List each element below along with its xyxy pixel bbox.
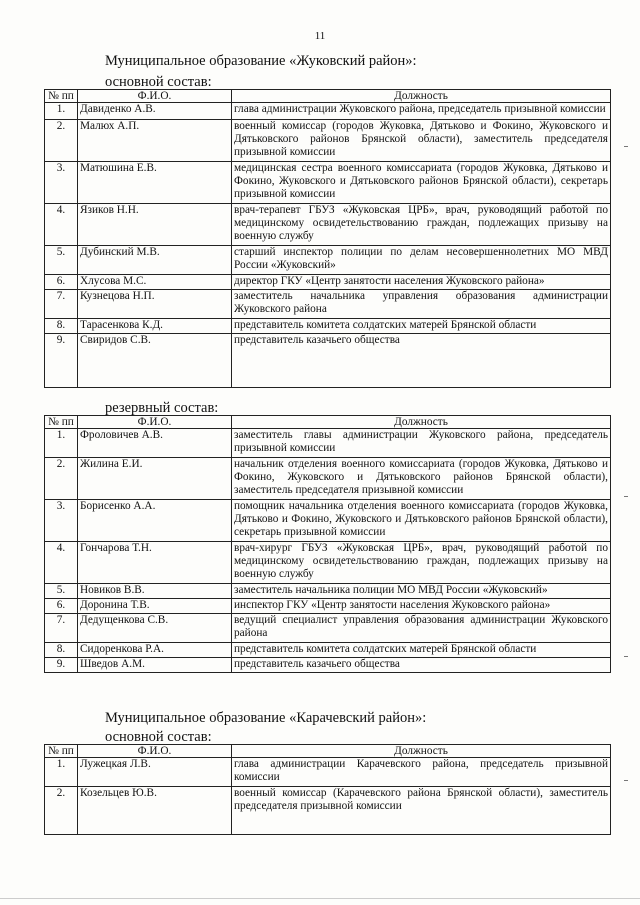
row-number: 4. — [45, 542, 78, 584]
row-position: старший инспектор полиции по делам несовершеннолетних МО МВД России «Жуковский» — [232, 246, 611, 275]
row-position: врач-терапевт ГБУЗ «Жуковская ЦРБ», врач, руководящий работой по медицинскому освидетельствованию граждан, подлежащих призыву на военную службу — [232, 204, 611, 246]
scan-mark — [624, 146, 628, 147]
row-position: представитель комитета солдатских матерей Брянской области — [232, 319, 611, 334]
row-number: 2. — [45, 787, 78, 835]
row-number: 1. — [45, 103, 78, 120]
row-number: 4. — [45, 204, 78, 246]
row-name: Язиков Н.Н. — [78, 204, 232, 246]
row-position: медицинская сестра военного комиссариата (городов Жуковка, Дятьково и Фокино, Жуковского и Дятьковского районов Брянской области), секретарь призывной комиссии — [232, 162, 611, 204]
row-name: Доронина Т.В. — [78, 599, 232, 614]
row-name: Хлусова М.С. — [78, 275, 232, 290]
table-row — [45, 542, 611, 584]
page-bottom-edge — [0, 898, 640, 899]
row-number: 8. — [45, 643, 78, 658]
table-row — [45, 319, 611, 334]
scan-mark — [624, 780, 628, 781]
table-row — [45, 334, 611, 388]
table-row — [45, 246, 611, 275]
section-1-heading: Муниципальное образование «Жуковский район»: — [105, 53, 417, 69]
row-number: 7. — [45, 614, 78, 643]
section-3-heading: Муниципальное образование «Карачевский район»: — [105, 710, 427, 726]
row-number: 5. — [45, 246, 78, 275]
row-position: представитель комитета солдатских матерей Брянской области — [232, 643, 611, 658]
scan-mark — [624, 496, 628, 497]
section-2-table — [44, 415, 611, 673]
row-position: ведущий специалист управления образования администрации Жуковского района — [232, 614, 611, 643]
table-header-row — [45, 90, 611, 103]
table-row — [45, 429, 611, 458]
row-position: заместитель начальника полиции МО МВД России «Жуковский» — [232, 584, 611, 599]
row-position: помощник начальника отделения военного комиссариата (городов Жуковка, Дятьково и Фокино, Жуковского и Дятьковского районов Брянской области), секретарь призывной комиссии — [232, 500, 611, 542]
row-position: врач-хирург ГБУЗ «Жуковская ЦРБ», врач, руководящий работой по медицинскому освидетельствованию граждан, подлежащих призыву на военную службу — [232, 542, 611, 584]
table-row — [45, 162, 611, 204]
section-3-table — [44, 744, 611, 835]
row-position: заместитель начальника управления образования администрации Жуковского района — [232, 290, 611, 319]
col-header-name: Ф.И.О. — [78, 416, 232, 429]
table-row — [45, 658, 611, 673]
table-row — [45, 758, 611, 787]
row-position: заместитель главы администрации Жуковского района, председатель призывной комиссии — [232, 429, 611, 458]
row-position: директор ГКУ «Центр занятости населения Жуковского района» — [232, 275, 611, 290]
col-header-number: № пп — [45, 90, 78, 103]
col-header-number: № пп — [45, 416, 78, 429]
table-row — [45, 643, 611, 658]
section-1-subheading: основной состав: — [105, 74, 212, 90]
row-number: 9. — [45, 334, 78, 388]
row-name: Свиридов С.В. — [78, 334, 232, 388]
row-number: 2. — [45, 120, 78, 162]
section-3-subheading: основной состав: — [105, 729, 212, 745]
table-row — [45, 584, 611, 599]
table-row — [45, 614, 611, 643]
table-row — [45, 290, 611, 319]
table-row — [45, 599, 611, 614]
row-name: Дедущенкова С.В. — [78, 614, 232, 643]
table-row — [45, 787, 611, 835]
table-row — [45, 103, 611, 120]
row-name: Жилина Е.И. — [78, 458, 232, 500]
row-position: начальник отделения военного комиссариата (городов Жуковка, Дятьково и Фокино, Жуковского и Дятьковского районов Брянской области), заместитель председателя призывной комиссии — [232, 458, 611, 500]
row-name: Лужецкая Л.В. — [78, 758, 232, 787]
row-number: 1. — [45, 429, 78, 458]
row-name: Кузнецова Н.П. — [78, 290, 232, 319]
row-number: 8. — [45, 319, 78, 334]
col-header-position: Должность — [232, 90, 611, 103]
table-row — [45, 204, 611, 246]
row-number: 3. — [45, 162, 78, 204]
row-number: 6. — [45, 275, 78, 290]
row-number: 1. — [45, 758, 78, 787]
row-position: инспектор ГКУ «Центр занятости населения Жуковского района» — [232, 599, 611, 614]
row-number: 3. — [45, 500, 78, 542]
row-number: 7. — [45, 290, 78, 319]
table-row — [45, 120, 611, 162]
scan-mark — [624, 656, 628, 657]
row-position: военный комиссар (городов Жуковка, Дятьково и Фокино, Жуковского и Дятьковского районов Брянской области), заместитель председателя призывной комиссии — [232, 120, 611, 162]
row-name: Давиденко А.В. — [78, 103, 232, 120]
page-number: 11 — [314, 30, 326, 42]
row-position: представитель казачьего общества — [232, 658, 611, 673]
table-row — [45, 458, 611, 500]
row-name: Гончарова Т.Н. — [78, 542, 232, 584]
row-number: 5. — [45, 584, 78, 599]
row-position: глава администрации Карачевского района, председатель призывной комиссии — [232, 758, 611, 787]
table-header-row — [45, 416, 611, 429]
row-position: военный комиссар (Карачевского района Брянской области), заместитель председателя призывной комиссии — [232, 787, 611, 835]
row-name: Борисенко А.А. — [78, 500, 232, 542]
row-name: Козельцев Ю.В. — [78, 787, 232, 835]
row-number: 9. — [45, 658, 78, 673]
row-position: представитель казачьего общества — [232, 334, 611, 388]
col-header-position: Должность — [232, 745, 611, 758]
row-name: Новиков В.В. — [78, 584, 232, 599]
row-number: 2. — [45, 458, 78, 500]
row-name: Шведов А.М. — [78, 658, 232, 673]
table-header-row — [45, 745, 611, 758]
row-name: Сидоренкова Р.А. — [78, 643, 232, 658]
row-name: Тарасенкова К.Д. — [78, 319, 232, 334]
col-header-name: Ф.И.О. — [78, 90, 232, 103]
row-position: глава администрации Жуковского района, председатель призывной комиссии — [232, 103, 611, 120]
section-2-subheading: резервный состав: — [105, 400, 219, 416]
row-name: Малюх А.П. — [78, 120, 232, 162]
col-header-number: № пп — [45, 745, 78, 758]
row-name: Фроловичев А.В. — [78, 429, 232, 458]
col-header-name: Ф.И.О. — [78, 745, 232, 758]
col-header-position: Должность — [232, 416, 611, 429]
row-name: Дубинский М.В. — [78, 246, 232, 275]
table-row — [45, 275, 611, 290]
section-1-table — [44, 89, 611, 388]
table-row — [45, 500, 611, 542]
row-name: Матюшина Е.В. — [78, 162, 232, 204]
row-number: 6. — [45, 599, 78, 614]
